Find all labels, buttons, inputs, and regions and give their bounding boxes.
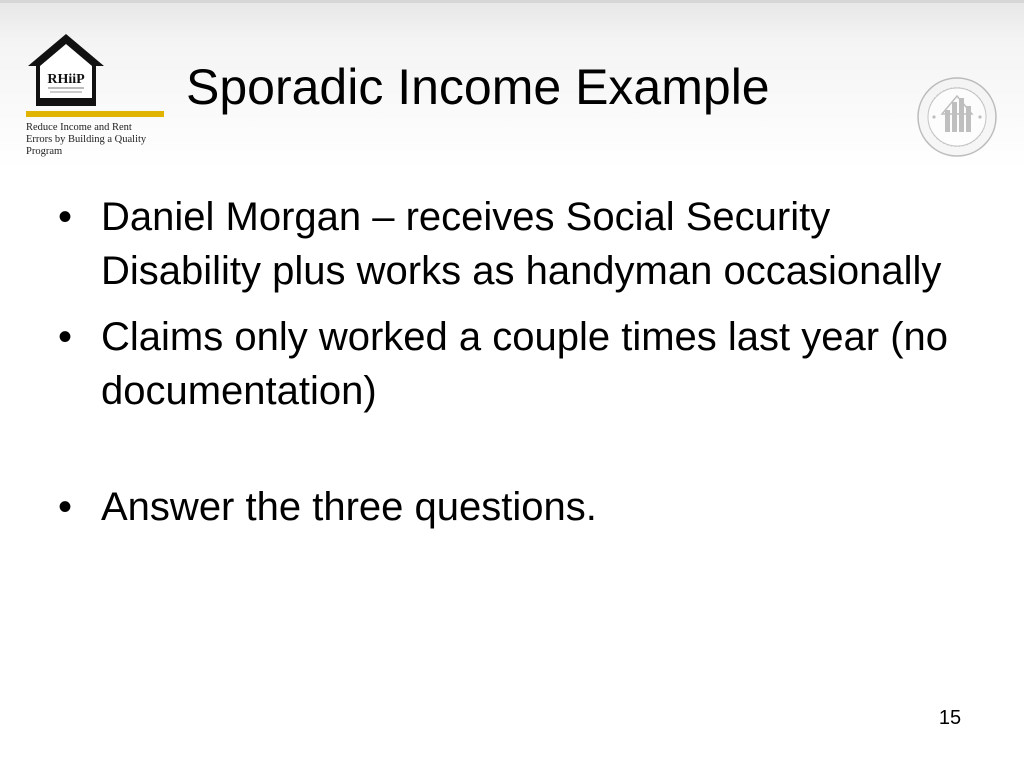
page-number: 15 [938, 707, 962, 729]
bullet-text: Answer the three questions. [101, 485, 597, 529]
bullet-text: Daniel Morgan – receives Social Security Disability plus works as handyman occasionally [101, 195, 942, 293]
logo-tagline-line: Reduce Income and Rent [26, 122, 132, 133]
bullet-item [58, 310, 958, 418]
house-logo-icon [26, 32, 106, 108]
logo-wordmark: RHiiP [47, 72, 85, 87]
logo-tagline-line: Program [26, 146, 63, 157]
hud-seal-icon [916, 76, 998, 158]
bullet-item [58, 480, 958, 534]
bullet-glyph: • [58, 485, 73, 529]
top-rule [0, 0, 1024, 3]
bullet-glyph: • [58, 315, 73, 359]
bullet-list [58, 190, 958, 534]
logo-tagline-line: Errors by Building a Quality [26, 134, 147, 145]
bullet-text: Claims only worked a couple times last year (no documentation) [101, 315, 949, 413]
rhiip-logo [24, 32, 169, 162]
bullet-glyph: • [58, 195, 73, 239]
slide-title: Sporadic Income Example [186, 59, 770, 115]
logo-tagline [26, 122, 171, 158]
logo-accent-bar [26, 111, 164, 117]
bullet-item [58, 190, 958, 298]
